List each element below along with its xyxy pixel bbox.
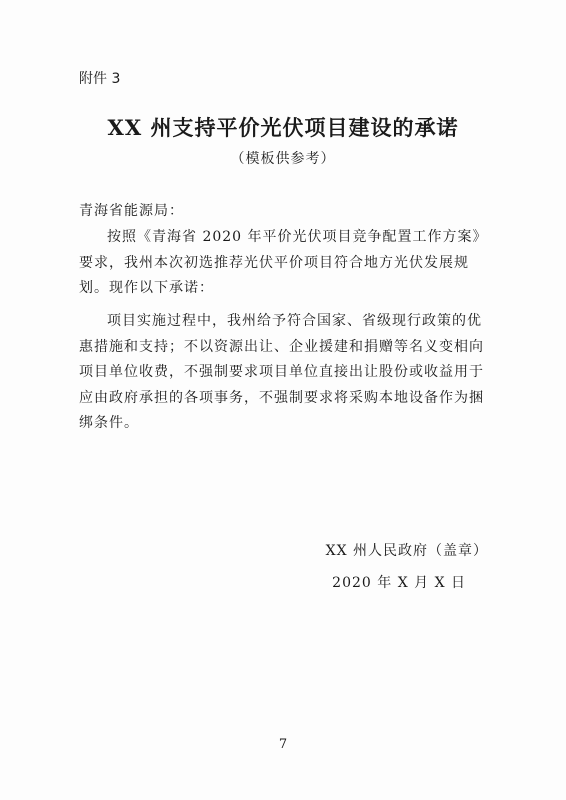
paragraph-commitment: 项目实施过程中，我州给予符合国家、省级现行政策的优惠措施和支持；不以资源出让、企业援建和捐赠等名义变相向项目单位收费，不强制要求项目单位直接出让股份或收益用于应由政府承担的各项事务，不强制要求将采购本地设备作为捆绑条件。: [79, 313, 484, 431]
document-subtitle: （模板供参考）: [230, 151, 336, 167]
signature-date: 2020 年 X 月 X 日: [332, 575, 466, 591]
paragraph-intro: 按照《青海省 2020 年平价光伏项目竞争配置工作方案》要求，我州本次初选推荐光伏平价项目符合地方光伏发展规划。现作以下承诺：: [79, 229, 488, 296]
addressee: 青海省能源局：: [79, 203, 184, 219]
signature: XX 州人民政府（盖章）: [325, 543, 488, 559]
attachment-label: 附件 3: [79, 71, 121, 87]
page-number: 7: [278, 737, 288, 752]
document-title: XX 州支持平价光伏项目建设的承诺: [107, 115, 459, 140]
